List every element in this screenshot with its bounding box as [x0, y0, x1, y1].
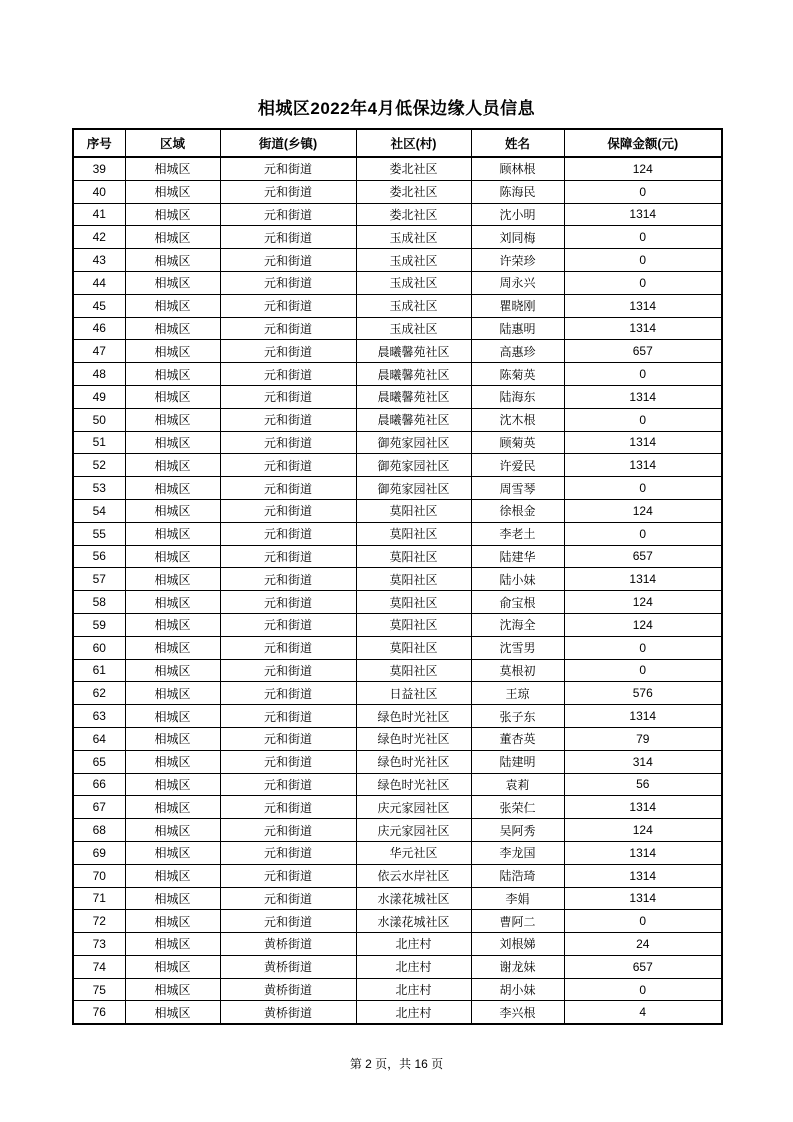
table-cell: 63 — [73, 705, 125, 728]
table-cell: 相城区 — [125, 819, 220, 842]
table-cell: 1314 — [564, 294, 722, 317]
table-cell: 相城区 — [125, 659, 220, 682]
table-cell: 元和街道 — [220, 203, 356, 226]
table-row — [73, 659, 722, 682]
column-header-region: 区域 — [125, 129, 220, 157]
table-cell: 67 — [73, 796, 125, 819]
table-row — [73, 363, 722, 386]
table-cell: 元和街道 — [220, 385, 356, 408]
table-cell: 相城区 — [125, 203, 220, 226]
table-cell: 沈木根 — [471, 408, 564, 431]
table-cell: 1314 — [564, 431, 722, 454]
table-cell: 相城区 — [125, 317, 220, 340]
table-cell: 43 — [73, 249, 125, 272]
table-cell: 657 — [564, 545, 722, 568]
table-cell: 24 — [564, 933, 722, 956]
table-cell: 元和街道 — [220, 796, 356, 819]
table-cell: 李娟 — [471, 887, 564, 910]
table-cell: 沈小明 — [471, 203, 564, 226]
table-cell: 俞宝根 — [471, 591, 564, 614]
table-cell: 张子东 — [471, 705, 564, 728]
table-cell: 相城区 — [125, 750, 220, 773]
table-cell: 元和街道 — [220, 454, 356, 477]
table-cell: 相城区 — [125, 636, 220, 659]
table-cell: 晨曦馨苑社区 — [356, 385, 471, 408]
table-cell: 晨曦馨苑社区 — [356, 408, 471, 431]
table-cell: 0 — [564, 910, 722, 933]
table-cell: 56 — [73, 545, 125, 568]
table-cell: 莫阳社区 — [356, 613, 471, 636]
table-cell: 0 — [564, 226, 722, 249]
table-cell: 顾菊英 — [471, 431, 564, 454]
table-row — [73, 864, 722, 887]
table-row — [73, 887, 722, 910]
table-cell: 元和街道 — [220, 819, 356, 842]
table-cell: 70 — [73, 864, 125, 887]
table-cell: 0 — [564, 408, 722, 431]
table-cell: 49 — [73, 385, 125, 408]
table-cell: 576 — [564, 682, 722, 705]
table-cell: 徐根金 — [471, 499, 564, 522]
table-cell: 元和街道 — [220, 910, 356, 933]
table-cell: 79 — [564, 727, 722, 750]
table-cell: 657 — [564, 340, 722, 363]
table-cell: 657 — [564, 955, 722, 978]
table-cell: 124 — [564, 157, 722, 180]
table-cell: 李老土 — [471, 522, 564, 545]
table-cell: 陆海东 — [471, 385, 564, 408]
table-row — [73, 226, 722, 249]
table-cell: 陆建明 — [471, 750, 564, 773]
table-cell: 相城区 — [125, 477, 220, 500]
table-cell: 0 — [564, 271, 722, 294]
table-cell: 北庄村 — [356, 978, 471, 1001]
table-cell: 元和街道 — [220, 249, 356, 272]
table-cell: 314 — [564, 750, 722, 773]
table-cell: 元和街道 — [220, 705, 356, 728]
table-cell: 陈菊英 — [471, 363, 564, 386]
table-cell: 依云水岸社区 — [356, 864, 471, 887]
table-cell: 元和街道 — [220, 659, 356, 682]
table-cell: 晨曦馨苑社区 — [356, 340, 471, 363]
table-cell: 1314 — [564, 454, 722, 477]
table-cell: 玉成社区 — [356, 271, 471, 294]
table-cell: 娄北社区 — [356, 180, 471, 203]
table-cell: 王琼 — [471, 682, 564, 705]
table-cell: 陆建华 — [471, 545, 564, 568]
table-cell: 65 — [73, 750, 125, 773]
table-cell: 陆小妹 — [471, 568, 564, 591]
table-cell: 相城区 — [125, 682, 220, 705]
table-cell: 刘根娣 — [471, 933, 564, 956]
table-cell: 相城区 — [125, 841, 220, 864]
table-row — [73, 910, 722, 933]
table-cell: 北庄村 — [356, 955, 471, 978]
table-cell: 绿色时光社区 — [356, 773, 471, 796]
table-row — [73, 522, 722, 545]
table-cell: 元和街道 — [220, 431, 356, 454]
table-cell: 元和街道 — [220, 591, 356, 614]
table-cell: 57 — [73, 568, 125, 591]
table-cell: 吴阿秀 — [471, 819, 564, 842]
table-cell: 相城区 — [125, 613, 220, 636]
table-cell: 元和街道 — [220, 226, 356, 249]
table-cell: 124 — [564, 819, 722, 842]
table-cell: 袁莉 — [471, 773, 564, 796]
table-row — [73, 613, 722, 636]
table-cell: 元和街道 — [220, 408, 356, 431]
table-cell: 黄桥街道 — [220, 933, 356, 956]
table-cell: 元和街道 — [220, 157, 356, 180]
table-cell: 玉成社区 — [356, 249, 471, 272]
table-row — [73, 340, 722, 363]
table-cell: 相城区 — [125, 545, 220, 568]
table-cell: 日益社区 — [356, 682, 471, 705]
table-cell: 相城区 — [125, 887, 220, 910]
table-cell: 61 — [73, 659, 125, 682]
table-cell: 40 — [73, 180, 125, 203]
table-cell: 元和街道 — [220, 773, 356, 796]
table-cell: 相城区 — [125, 727, 220, 750]
table-cell: 41 — [73, 203, 125, 226]
table-cell: 北庄村 — [356, 933, 471, 956]
table-cell: 元和街道 — [220, 727, 356, 750]
table-cell: 元和街道 — [220, 613, 356, 636]
table-cell: 53 — [73, 477, 125, 500]
table-cell: 相城区 — [125, 910, 220, 933]
table-row — [73, 1001, 722, 1024]
table-cell: 周永兴 — [471, 271, 564, 294]
table-row — [73, 271, 722, 294]
table-cell: 相城区 — [125, 499, 220, 522]
table-cell: 许爱民 — [471, 454, 564, 477]
table-cell: 董杏英 — [471, 727, 564, 750]
table-cell: 0 — [564, 477, 722, 500]
table-cell: 黄桥街道 — [220, 955, 356, 978]
table-cell: 陆浩琦 — [471, 864, 564, 887]
table-cell: 1314 — [564, 841, 722, 864]
column-header-community: 社区(村) — [356, 129, 471, 157]
table-cell: 元和街道 — [220, 477, 356, 500]
table-row — [73, 249, 722, 272]
table-cell: 元和街道 — [220, 636, 356, 659]
table-cell: 69 — [73, 841, 125, 864]
table-row — [73, 431, 722, 454]
table-row — [73, 591, 722, 614]
table-cell: 0 — [564, 180, 722, 203]
table-cell: 水漾花城社区 — [356, 887, 471, 910]
table-cell: 莫阳社区 — [356, 499, 471, 522]
table-cell: 66 — [73, 773, 125, 796]
column-header-amount: 保障金额(元) — [564, 129, 722, 157]
table-cell: 47 — [73, 340, 125, 363]
table-cell: 莫阳社区 — [356, 659, 471, 682]
table-cell: 元和街道 — [220, 682, 356, 705]
table-cell: 1314 — [564, 385, 722, 408]
table-cell: 1314 — [564, 864, 722, 887]
table-row — [73, 933, 722, 956]
table-cell: 73 — [73, 933, 125, 956]
table-cell: 124 — [564, 591, 722, 614]
table-cell: 元和街道 — [220, 317, 356, 340]
table-cell: 玉成社区 — [356, 226, 471, 249]
table-cell: 1314 — [564, 203, 722, 226]
table-cell: 39 — [73, 157, 125, 180]
table-cell: 1314 — [564, 317, 722, 340]
table-cell: 0 — [564, 636, 722, 659]
table-row — [73, 545, 722, 568]
table-cell: 相城区 — [125, 340, 220, 363]
table-cell: 相城区 — [125, 522, 220, 545]
table-cell: 58 — [73, 591, 125, 614]
page-title: 相城区2022年4月低保边缘人员信息 — [257, 99, 536, 118]
table-cell: 44 — [73, 271, 125, 294]
table-cell: 绿色时光社区 — [356, 705, 471, 728]
table-cell: 元和街道 — [220, 864, 356, 887]
table-row — [73, 682, 722, 705]
table-row — [73, 385, 722, 408]
table-cell: 娄北社区 — [356, 157, 471, 180]
table-cell: 相城区 — [125, 796, 220, 819]
table-cell: 相城区 — [125, 408, 220, 431]
table-cell: 陈海民 — [471, 180, 564, 203]
table-cell: 玉成社区 — [356, 317, 471, 340]
table-row — [73, 157, 722, 180]
table-cell: 莫阳社区 — [356, 591, 471, 614]
table-cell: 元和街道 — [220, 180, 356, 203]
column-header-name: 姓名 — [471, 129, 564, 157]
table-row — [73, 819, 722, 842]
table-row — [73, 477, 722, 500]
table-cell: 华元社区 — [356, 841, 471, 864]
table-row — [73, 773, 722, 796]
table-cell: 沈雪男 — [471, 636, 564, 659]
table-cell: 54 — [73, 499, 125, 522]
table-cell: 御苑家园社区 — [356, 431, 471, 454]
table-cell: 56 — [564, 773, 722, 796]
table-row — [73, 978, 722, 1001]
table-cell: 相城区 — [125, 978, 220, 1001]
table-cell: 1314 — [564, 796, 722, 819]
column-header-index: 序号 — [73, 129, 125, 157]
table-cell: 张荣仁 — [471, 796, 564, 819]
table-cell: 46 — [73, 317, 125, 340]
table-row — [73, 955, 722, 978]
table-cell: 42 — [73, 226, 125, 249]
table-cell: 相城区 — [125, 363, 220, 386]
table-cell: 高惠珍 — [471, 340, 564, 363]
table-cell: 陆惠明 — [471, 317, 564, 340]
table-cell: 瞿晓刚 — [471, 294, 564, 317]
table-cell: 元和街道 — [220, 750, 356, 773]
table-cell: 元和街道 — [220, 294, 356, 317]
table-cell: 1314 — [564, 887, 722, 910]
table-cell: 莫阳社区 — [356, 568, 471, 591]
table-cell: 62 — [73, 682, 125, 705]
table-cell: 相城区 — [125, 955, 220, 978]
table-cell: 绿色时光社区 — [356, 750, 471, 773]
table-row — [73, 636, 722, 659]
table-cell: 相城区 — [125, 249, 220, 272]
table-cell: 李龙国 — [471, 841, 564, 864]
table-cell: 0 — [564, 522, 722, 545]
table-cell: 124 — [564, 613, 722, 636]
table-cell: 曹阿二 — [471, 910, 564, 933]
column-header-street: 街道(乡镇) — [220, 129, 356, 157]
table-cell: 刘同梅 — [471, 226, 564, 249]
table-cell: 相城区 — [125, 1001, 220, 1024]
table-cell: 水漾花城社区 — [356, 910, 471, 933]
table-cell: 莫阳社区 — [356, 636, 471, 659]
table-cell: 相城区 — [125, 568, 220, 591]
table-row — [73, 317, 722, 340]
table-cell: 相城区 — [125, 454, 220, 477]
table-cell: 0 — [564, 363, 722, 386]
table-cell: 元和街道 — [220, 363, 356, 386]
table-row — [73, 796, 722, 819]
table-row — [73, 705, 722, 728]
table-cell: 75 — [73, 978, 125, 1001]
table-cell: 沈海全 — [471, 613, 564, 636]
table-cell: 0 — [564, 659, 722, 682]
table-cell: 相城区 — [125, 226, 220, 249]
table-header-row — [73, 129, 722, 157]
table-cell: 元和街道 — [220, 499, 356, 522]
table-cell: 御苑家园社区 — [356, 477, 471, 500]
table-cell: 黄桥街道 — [220, 978, 356, 1001]
table-cell: 相城区 — [125, 157, 220, 180]
table-cell: 相城区 — [125, 591, 220, 614]
table-cell: 64 — [73, 727, 125, 750]
table-row — [73, 499, 722, 522]
table-cell: 元和街道 — [220, 887, 356, 910]
table-cell: 74 — [73, 955, 125, 978]
table-cell: 76 — [73, 1001, 125, 1024]
table-cell: 庆元家园社区 — [356, 819, 471, 842]
table-cell: 周雪琴 — [471, 477, 564, 500]
table-row — [73, 568, 722, 591]
table-cell: 许荣珍 — [471, 249, 564, 272]
table-cell: 相城区 — [125, 385, 220, 408]
table-cell: 51 — [73, 431, 125, 454]
table-row — [73, 750, 722, 773]
table-cell: 60 — [73, 636, 125, 659]
table-cell: 71 — [73, 887, 125, 910]
table-cell: 55 — [73, 522, 125, 545]
table-row — [73, 727, 722, 750]
table-cell: 元和街道 — [220, 568, 356, 591]
table-row — [73, 408, 722, 431]
table-cell: 68 — [73, 819, 125, 842]
table-cell: 庆元家园社区 — [356, 796, 471, 819]
table-row — [73, 294, 722, 317]
table-cell: 御苑家园社区 — [356, 454, 471, 477]
table-cell: 50 — [73, 408, 125, 431]
table-cell: 相城区 — [125, 705, 220, 728]
table-cell: 元和街道 — [220, 522, 356, 545]
table-row — [73, 454, 722, 477]
table-cell: 相城区 — [125, 864, 220, 887]
table-cell: 相城区 — [125, 294, 220, 317]
table-cell: 黄桥街道 — [220, 1001, 356, 1024]
benefits-table — [72, 128, 723, 1025]
table-cell: 59 — [73, 613, 125, 636]
table-cell: 48 — [73, 363, 125, 386]
table-cell: 124 — [564, 499, 722, 522]
table-cell: 相城区 — [125, 431, 220, 454]
table-cell: 0 — [564, 978, 722, 1001]
table-cell: 玉成社区 — [356, 294, 471, 317]
table-row — [73, 841, 722, 864]
table-cell: 相城区 — [125, 271, 220, 294]
table-cell: 娄北社区 — [356, 203, 471, 226]
table-cell: 元和街道 — [220, 545, 356, 568]
table-cell: 胡小妹 — [471, 978, 564, 1001]
page-number: 第 2 页，共 16 页 — [349, 1057, 444, 1071]
table-cell: 莫阳社区 — [356, 545, 471, 568]
table-cell: 绿色时光社区 — [356, 727, 471, 750]
table-row — [73, 180, 722, 203]
table-cell: 相城区 — [125, 773, 220, 796]
table-cell: 相城区 — [125, 933, 220, 956]
table-cell: 莫阳社区 — [356, 522, 471, 545]
table-cell: 顾林根 — [471, 157, 564, 180]
table-cell: 元和街道 — [220, 340, 356, 363]
table-cell: 72 — [73, 910, 125, 933]
table-cell: 北庄村 — [356, 1001, 471, 1024]
table-body — [73, 157, 722, 1024]
table-cell: 1314 — [564, 568, 722, 591]
table-cell: 李兴根 — [471, 1001, 564, 1024]
table-cell: 晨曦馨苑社区 — [356, 363, 471, 386]
table-cell: 谢龙妹 — [471, 955, 564, 978]
table-cell: 52 — [73, 454, 125, 477]
table-cell: 0 — [564, 249, 722, 272]
table-row — [73, 203, 722, 226]
table-cell: 1314 — [564, 705, 722, 728]
table-cell: 相城区 — [125, 180, 220, 203]
table-cell: 元和街道 — [220, 841, 356, 864]
table-cell: 45 — [73, 294, 125, 317]
table-cell: 莫根初 — [471, 659, 564, 682]
table-cell: 元和街道 — [220, 271, 356, 294]
table-cell: 4 — [564, 1001, 722, 1024]
